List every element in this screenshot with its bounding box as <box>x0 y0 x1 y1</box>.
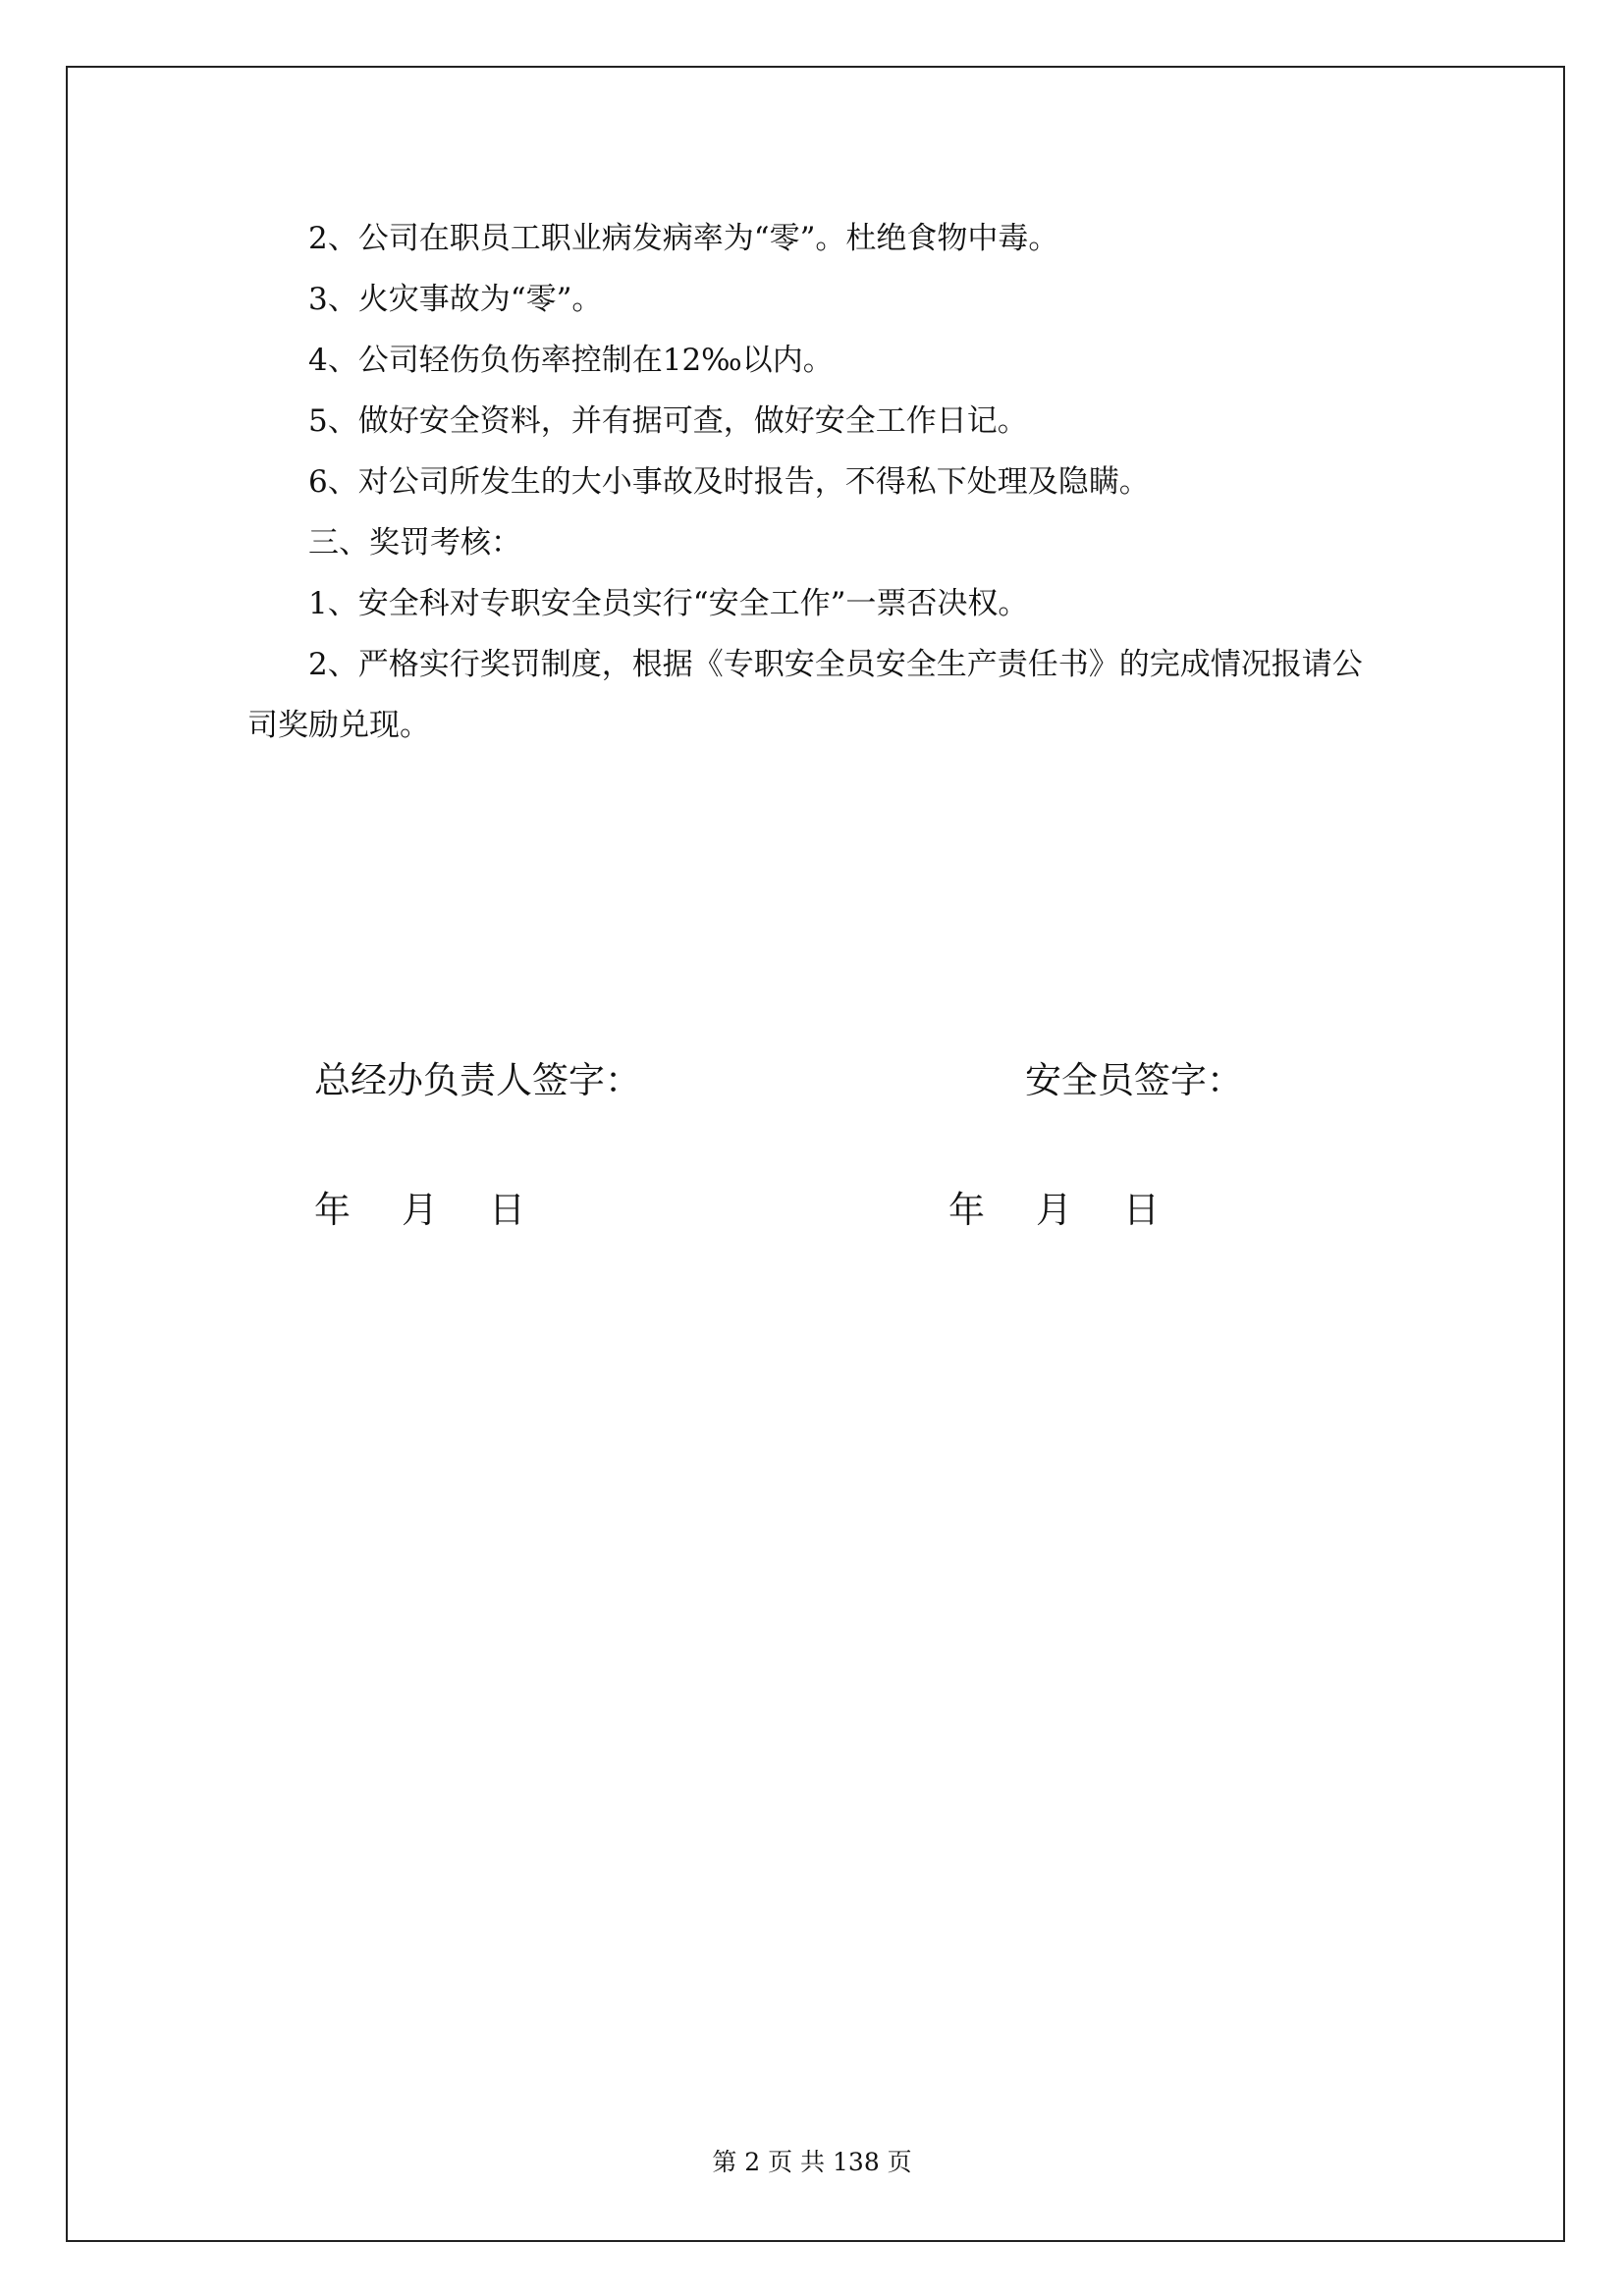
date-day: 日 <box>1123 1189 1160 1231</box>
manager-date-line <box>314 1180 525 1233</box>
section-heading-rewards: 三、奖罚考核： <box>308 525 521 561</box>
date-month: 月 <box>402 1189 438 1231</box>
date-year: 年 <box>314 1189 351 1231</box>
date-day: 日 <box>489 1189 525 1231</box>
date-month: 月 <box>1036 1189 1072 1231</box>
document-body <box>247 208 1386 756</box>
safety-officer-date-line <box>948 1180 1160 1233</box>
paragraph-injury-rate: 4、公司轻伤负伤率控制在12‰以内。 <box>308 343 834 378</box>
date-year: 年 <box>948 1189 985 1231</box>
page-number-footer: 第 2 页 共 138 页 <box>712 2148 912 2176</box>
paragraph-reward-system: 2、严格实行奖罚制度，根据《专职安全员安全生产责任书》的完成情况报请公司奖励兑现。 <box>247 647 1363 743</box>
paragraph-occupational-disease: 2、公司在职员工职业病发病率为“零”。杜绝食物中毒。 <box>308 221 1059 256</box>
paragraph-veto-right: 1、安全科对专职安全员实行“安全工作”一票否决权。 <box>308 586 1029 621</box>
paragraph-fire-accident: 3、火灾事故为“零”。 <box>308 282 603 317</box>
safety-officer-signature-label: 安全员签字： <box>1025 1059 1243 1101</box>
manager-signature-label: 总经办负责人签字： <box>314 1059 641 1101</box>
paragraph-accident-report: 6、对公司所发生的大小事故及时报告，不得私下处理及隐瞒。 <box>308 464 1150 500</box>
paragraph-safety-records: 5、做好安全资料，并有据可查，做好安全工作日记。 <box>308 403 1028 439</box>
